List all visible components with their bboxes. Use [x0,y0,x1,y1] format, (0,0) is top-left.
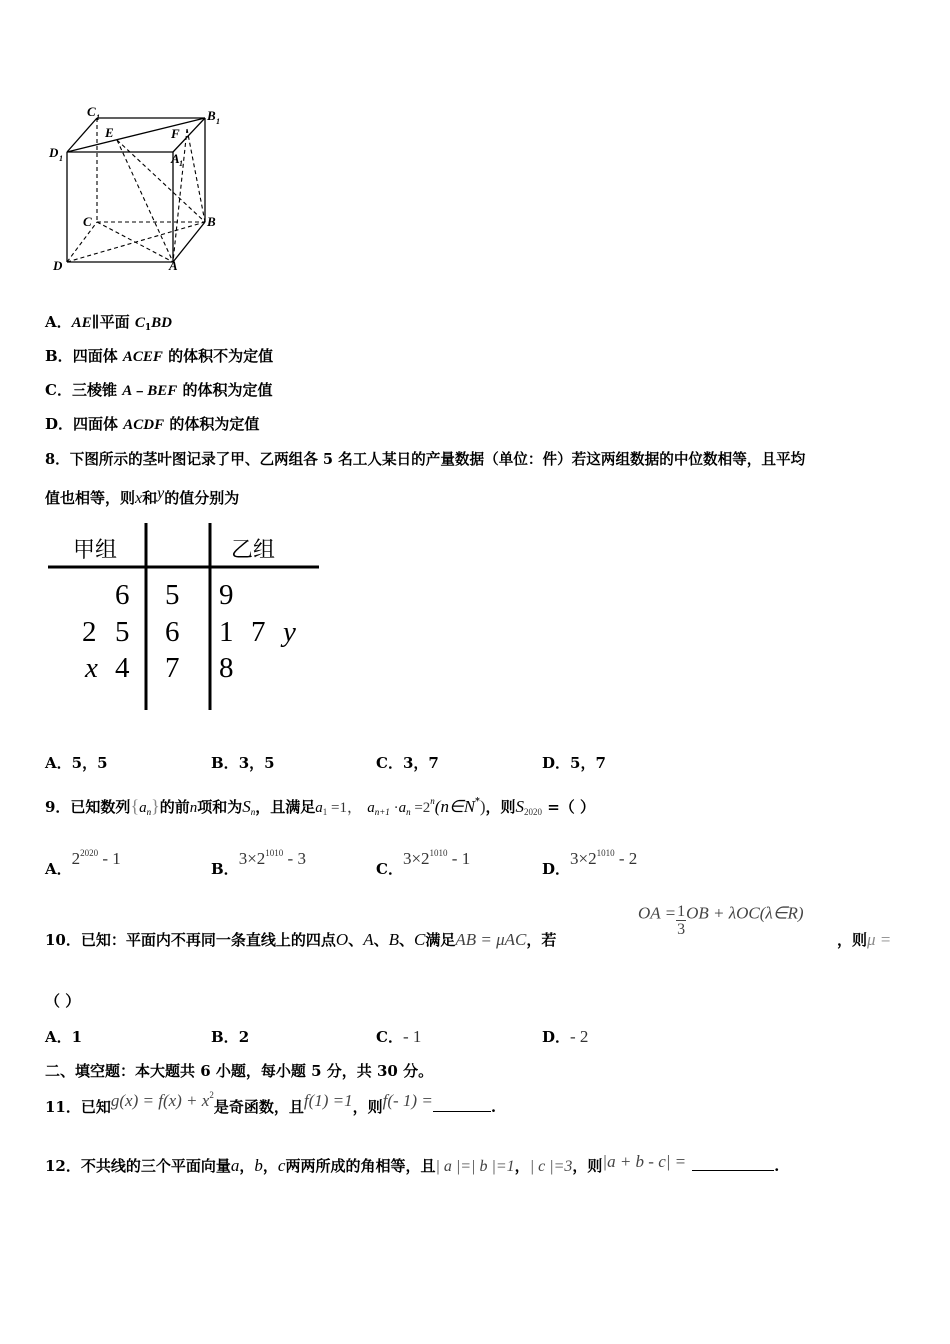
label-a1-sub: 1 [179,159,183,168]
label-b1: B [207,108,216,123]
leaf-right: 7 [251,616,266,648]
q7-option-a: A．AE∥平面 $C_1BD$ [45,313,172,333]
label-c1-sub: 1 [96,113,100,122]
q8-option-d: D．5，7 [542,754,606,772]
q7-option-b: B．四面体 ACEF 的体积不为定值 [45,347,274,365]
q10-option-c: C．- 1 [376,1027,422,1046]
cube-figure [45,100,230,280]
label-d: D [53,258,63,273]
q11: 11．已知$g(x) = f(x) + x^2$是奇函数，且f(1) =1，则f(- 1) = . [45,1090,497,1116]
section-heading: 二、填空题：本大题共 6 小题，每小题 5 分，共 30 分。 [45,1062,434,1080]
label-d1: D [49,145,59,160]
q8-option-c: C．3，7 [376,754,439,772]
left-header: 甲组 [73,538,118,563]
label-a: A [169,258,178,273]
leaf-left: 2 [82,616,97,648]
q10-option-d: D．- 2 [542,1027,589,1046]
label-d1-sub: 1 [59,154,63,163]
q8-line2: 值也相等，则x和y的值分别为 [45,485,240,507]
q9-option-b: B．$3\times 2^{1010} - 3$ [211,848,306,878]
label-f: F [171,126,180,141]
q10-paren: （ ） [45,992,81,1010]
leaf-left: 5 [115,616,130,648]
q10-stem: 10．已知：平面内不再同一条直线上的四点O、A、B、C满足AB = μAC，若 [45,930,557,949]
q9-stem: 9．已知数列$\{a_n\}$的前n项和为$S_n$，且满足$a_1 =1$， $a_{n+1} \cdot a_n$ $=2^n(n\in N^*)$，则$S_{2020}$ =（ ） [45,796,596,817]
q10-eq2: OA = $\frac{1}{3}$ OB + λOC(λ∈R) [638,903,804,938]
leaf-right: 1 [219,616,234,648]
leaf-right-y: y [283,616,296,648]
q10-option-a: A．1 [45,1028,83,1046]
stem-leaf-plot [45,520,330,715]
q9-option-a: A．$2^{2020} - 1$ [45,848,121,878]
label-e: E [105,125,114,140]
q7-option-c: C．三棱锥 A﹣BEF 的体积为定值 [45,381,273,399]
stem: 5 [165,579,180,611]
q7-option-d: D．四面体 ACDF 的体积为定值 [45,415,260,433]
label-b: B [207,214,216,229]
label-c: C [83,214,92,229]
stem: 7 [165,652,180,684]
label-a1: A [171,151,180,166]
stem: 6 [165,616,180,648]
right-header: 乙组 [231,538,276,563]
q8-option-a: A．5，5 [45,754,108,772]
q8-line1: 8．下图所示的茎叶图记录了甲、乙两组各 5 名工人某日的产量数据（单位：件）若这两组数据的中位数相等，且平均 [45,451,806,468]
q10-then: ，则μ = [837,930,892,949]
label-c1: C [87,104,96,119]
q9-option-c: C．$3\times 2^{1010} - 1$ [376,848,471,878]
leaf-left: 6 [115,579,130,611]
q10-option-b: B．2 [211,1028,250,1046]
leaf-right: 9 [219,579,234,611]
q12: 12．不共线的三个平面向量a，b，c两两所成的角相等，且| a |=| b |=1，| c |=3，则|a + b - c| = . [45,1152,780,1175]
q9-option-d: D．$3\times 2^{1010} - 2$ [542,848,638,878]
leaf-left-x: x [85,652,98,684]
label-b1-sub: 1 [216,117,220,126]
leaf-left: 4 [115,652,130,684]
leaf-right: 8 [219,652,234,684]
q8-option-b: B．3，5 [211,754,275,772]
